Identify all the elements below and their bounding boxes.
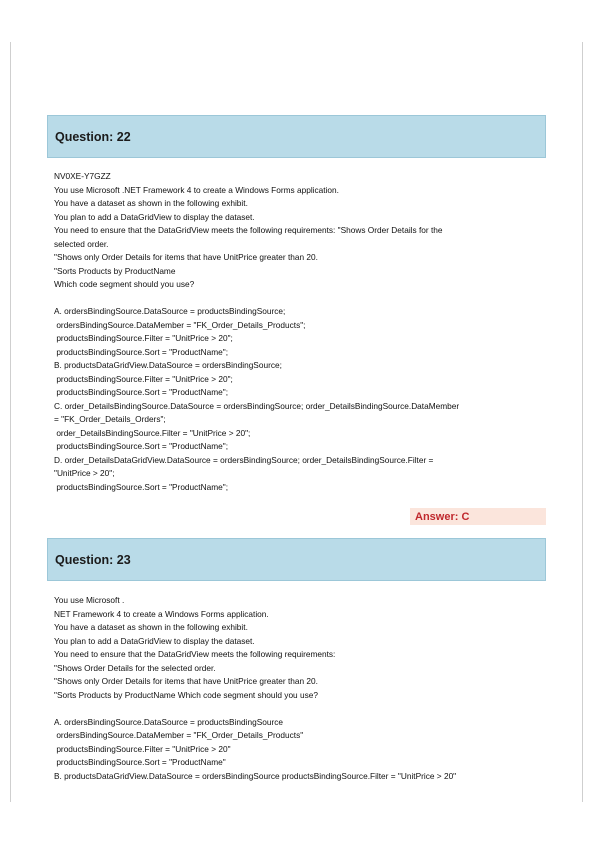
question-22-option-line: ordersBindingSource.DataMember = "FK_Order_Details_Products"; (54, 319, 306, 330)
question-23-option-line: B. productsDataGridView.DataSource = ordersBindingSource productsBindingSource.Filter = "UnitPrice > 20" (54, 770, 457, 781)
question-22-line: "Shows only Order Details for items that have UnitPrice greater than 20. (54, 252, 318, 262)
question-22-option-line: "UnitPrice > 20"; (54, 468, 115, 478)
question-23-option-line: productsBindingSource.Sort = "ProductName" (54, 757, 226, 767)
question-22-option-line: A. ordersBindingSource.DataSource = productsBindingSource; (54, 306, 286, 316)
question-23-line: You have a dataset as shown in the following exhibit. (54, 622, 248, 632)
question-22-line: You need to ensure that the DataGridView meets the following requirements: "Shows Order Details for the (54, 225, 443, 235)
answer-label: Answer: C (415, 510, 470, 523)
question-23-option-line: productsBindingSource.Filter = "UnitPrice > 20" (54, 743, 231, 754)
question-22-option-line: productsBindingSource.Filter = "UnitPrice > 20"; (54, 373, 233, 384)
question-22-option-line: productsBindingSource.Sort = "ProductName"; (54, 387, 228, 397)
question-22-option-line: = "FK_Order_Details_Orders"; (54, 414, 166, 424)
question-22-option-line: productsBindingSource.Sort = "ProductName"; (54, 441, 228, 451)
question-22-option-line: D. order_DetailsDataGridView.DataSource = ordersBindingSource; order_DetailsBindingSource.Filter = (54, 454, 434, 465)
question-22-header (47, 115, 546, 158)
question-23-line: You use Microsoft . (54, 595, 125, 605)
question-23-option-line: A. ordersBindingSource.DataSource = productsBindingSource (54, 716, 283, 727)
page-right-rule (582, 42, 583, 802)
question-22-option-line: C. order_DetailsBindingSource.DataSource = ordersBindingSource; order_DetailsBindingSource.DataMember (54, 400, 460, 411)
question-23-line: "Sorts Products by ProductName Which code segment should you use? (54, 689, 318, 700)
question-22-line: You use Microsoft .NET Framework 4 to create a Windows Forms application. (54, 184, 339, 195)
question-23-line: "Shows Order Details for the selected order. (54, 662, 216, 673)
question-22-line: Which code segment should you use? (54, 279, 195, 289)
question-22-line: selected order. (54, 238, 109, 249)
question-22-line: "Sorts Products by ProductName (54, 265, 176, 276)
question-23-title: Question: 23 (55, 552, 131, 567)
question-23-header (47, 538, 546, 581)
question-23-line: You need to ensure that the DataGridView meets the following requirements: (54, 649, 336, 659)
question-22-option-line: productsBindingSource.Filter = "UnitPrice > 20"; (54, 333, 233, 343)
question-22-title: Question: 22 (55, 129, 131, 144)
question-23-body (54, 594, 554, 783)
question-22-option-line: order_DetailsBindingSource.Filter = "UnitPrice > 20"; (54, 427, 251, 438)
question-23-option-line: ordersBindingSource.DataMember = "FK_Order_Details_Products" (54, 730, 304, 740)
question-22-line: You plan to add a DataGridView to display the dataset. (54, 211, 255, 222)
question-22-answer (410, 508, 546, 525)
question-22-option-line: productsBindingSource.Sort = "ProductName"; (54, 346, 228, 357)
question-23-line: NET Framework 4 to create a Windows Forms application. (54, 608, 269, 619)
question-22-line: NV0XE-Y7GZZ (54, 171, 111, 181)
question-23-line: You plan to add a DataGridView to display the dataset. (54, 635, 255, 646)
question-22-option-line: productsBindingSource.Sort = "ProductName"; (54, 481, 228, 492)
question-22-option-line: B. productsDataGridView.DataSource = ordersBindingSource; (54, 360, 282, 370)
question-22-body (54, 170, 554, 494)
question-23-line: "Shows only Order Details for items that have UnitPrice greater than 20. (54, 676, 318, 686)
question-22-line: You have a dataset as shown in the following exhibit. (54, 198, 248, 208)
page-left-rule (10, 42, 11, 802)
